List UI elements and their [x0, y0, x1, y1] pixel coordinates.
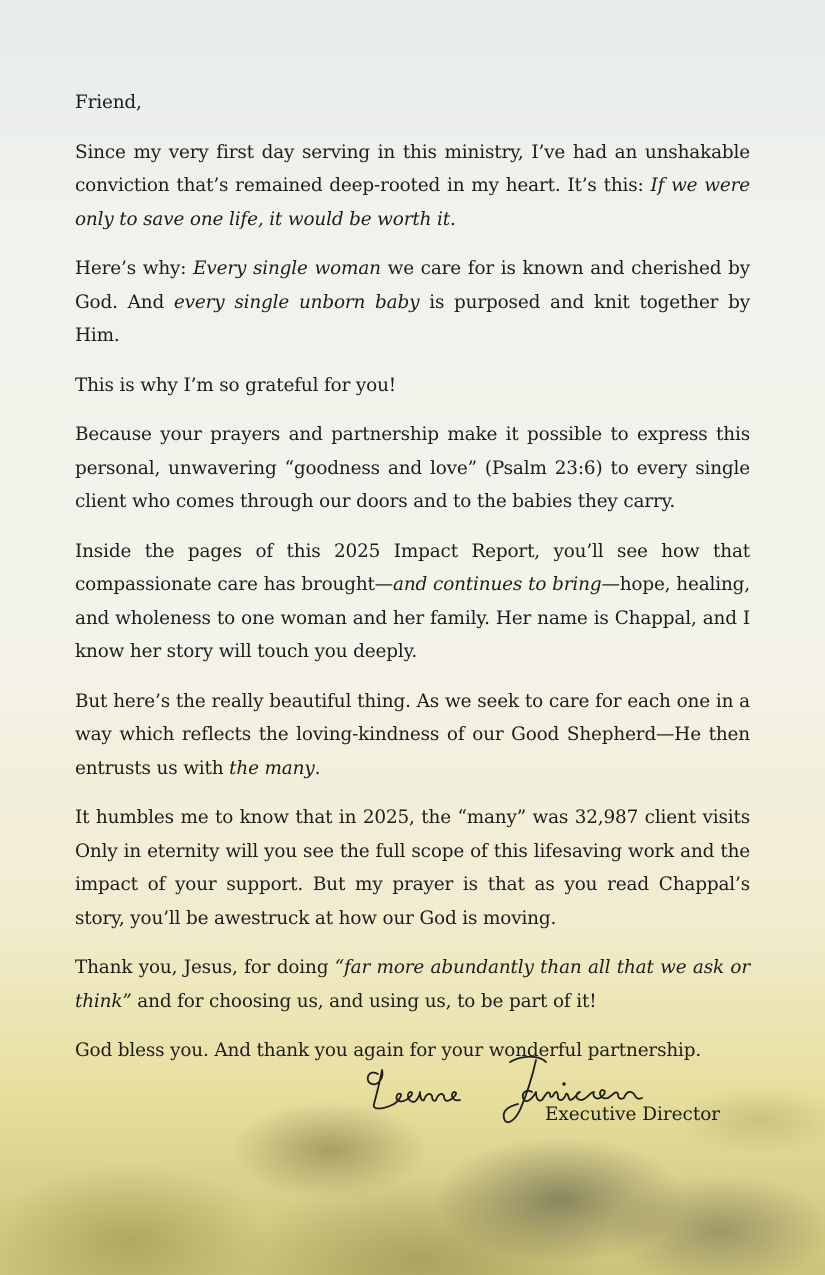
- paragraph-impact-report-emphasis: and continues to bring: [393, 574, 602, 595]
- paragraph-thank-you-quote: “far more abundantly than all that we ask or think”: [75, 957, 750, 1012]
- paragraph-partnership: Because your prayers and partnership make it possible to express this personal, unwavering “goodness and love” (Psalm 23:6) to every single client who comes through our doors and to the babies they carry.: [75, 424, 750, 512]
- paragraph-beautiful-thing-end: .: [314, 757, 321, 779]
- paragraph-why-text-1: Here’s why:: [75, 258, 194, 279]
- paragraph-why-text-3: is purposed and knit together by Him.: [75, 291, 751, 346]
- paragraph-why: [75, 252, 750, 353]
- paragraph-thank-you: [75, 951, 750, 1018]
- paragraph-client-visits: It humbles me to know that in 2025, the “many” was 32,987 client visits Only in eternity will you see the full scope of this lifesaving work and the impact of your support. But my prayer is that as you read Chappal’s story, you’ll be awestruck at how our God is moving.: [75, 807, 750, 929]
- paragraph-thank-you-text-1: Thank you, Jesus, for doing: [75, 957, 335, 978]
- paragraph-beautiful-thing: [75, 685, 750, 786]
- paragraph-conviction: [75, 136, 750, 237]
- paragraph-impact-report: [75, 535, 750, 669]
- paragraph-beautiful-thing-emphasis: the many: [229, 757, 315, 779]
- paragraph-conviction-end: .: [449, 208, 456, 230]
- paragraph-why-emphasis-2: every single unborn baby: [173, 291, 420, 313]
- paragraph-impact-report-text-2: —hope, healing, and wholeness to one woman and her family. Her name is Chappal, and I know her story will touch you deeply.: [75, 574, 750, 662]
- paragraph-impact-report-text-1: Inside the pages of this 2025 Impact Report, you’ll see how that compassionate care has brought—: [75, 540, 750, 595]
- letter-body: [75, 86, 750, 1084]
- paragraph-grateful: This is why I’m so grateful for you!: [75, 374, 397, 396]
- signature-title: Executive Director: [545, 1104, 721, 1125]
- paragraph-closing: God bless you. And thank you again for your wonderful partnership.: [75, 1040, 702, 1061]
- paragraph-thank-you-text-2: and for choosing us, and using us, to be part of it!: [131, 990, 597, 1012]
- paragraph-conviction-emphasis: If we were only to save one life, it would be worth it: [75, 175, 750, 230]
- paragraph-beautiful-thing-text: But here’s the really beautiful thing. As we seek to care for each one in a way which reflects the loving-kindness of our Good Shepherd—He then entrusts us with: [75, 690, 750, 779]
- paragraph-conviction-text: Since my very first day serving in this ministry, I’ve had an unshakable conviction that’s remained deep-rooted in my heart. It’s this:: [75, 141, 750, 196]
- salutation: Friend,: [75, 92, 142, 113]
- paragraph-why-emphasis-1: Every single woman: [193, 258, 381, 279]
- paragraph-why-text-2: we care for is known and cherished by God. And: [75, 258, 750, 313]
